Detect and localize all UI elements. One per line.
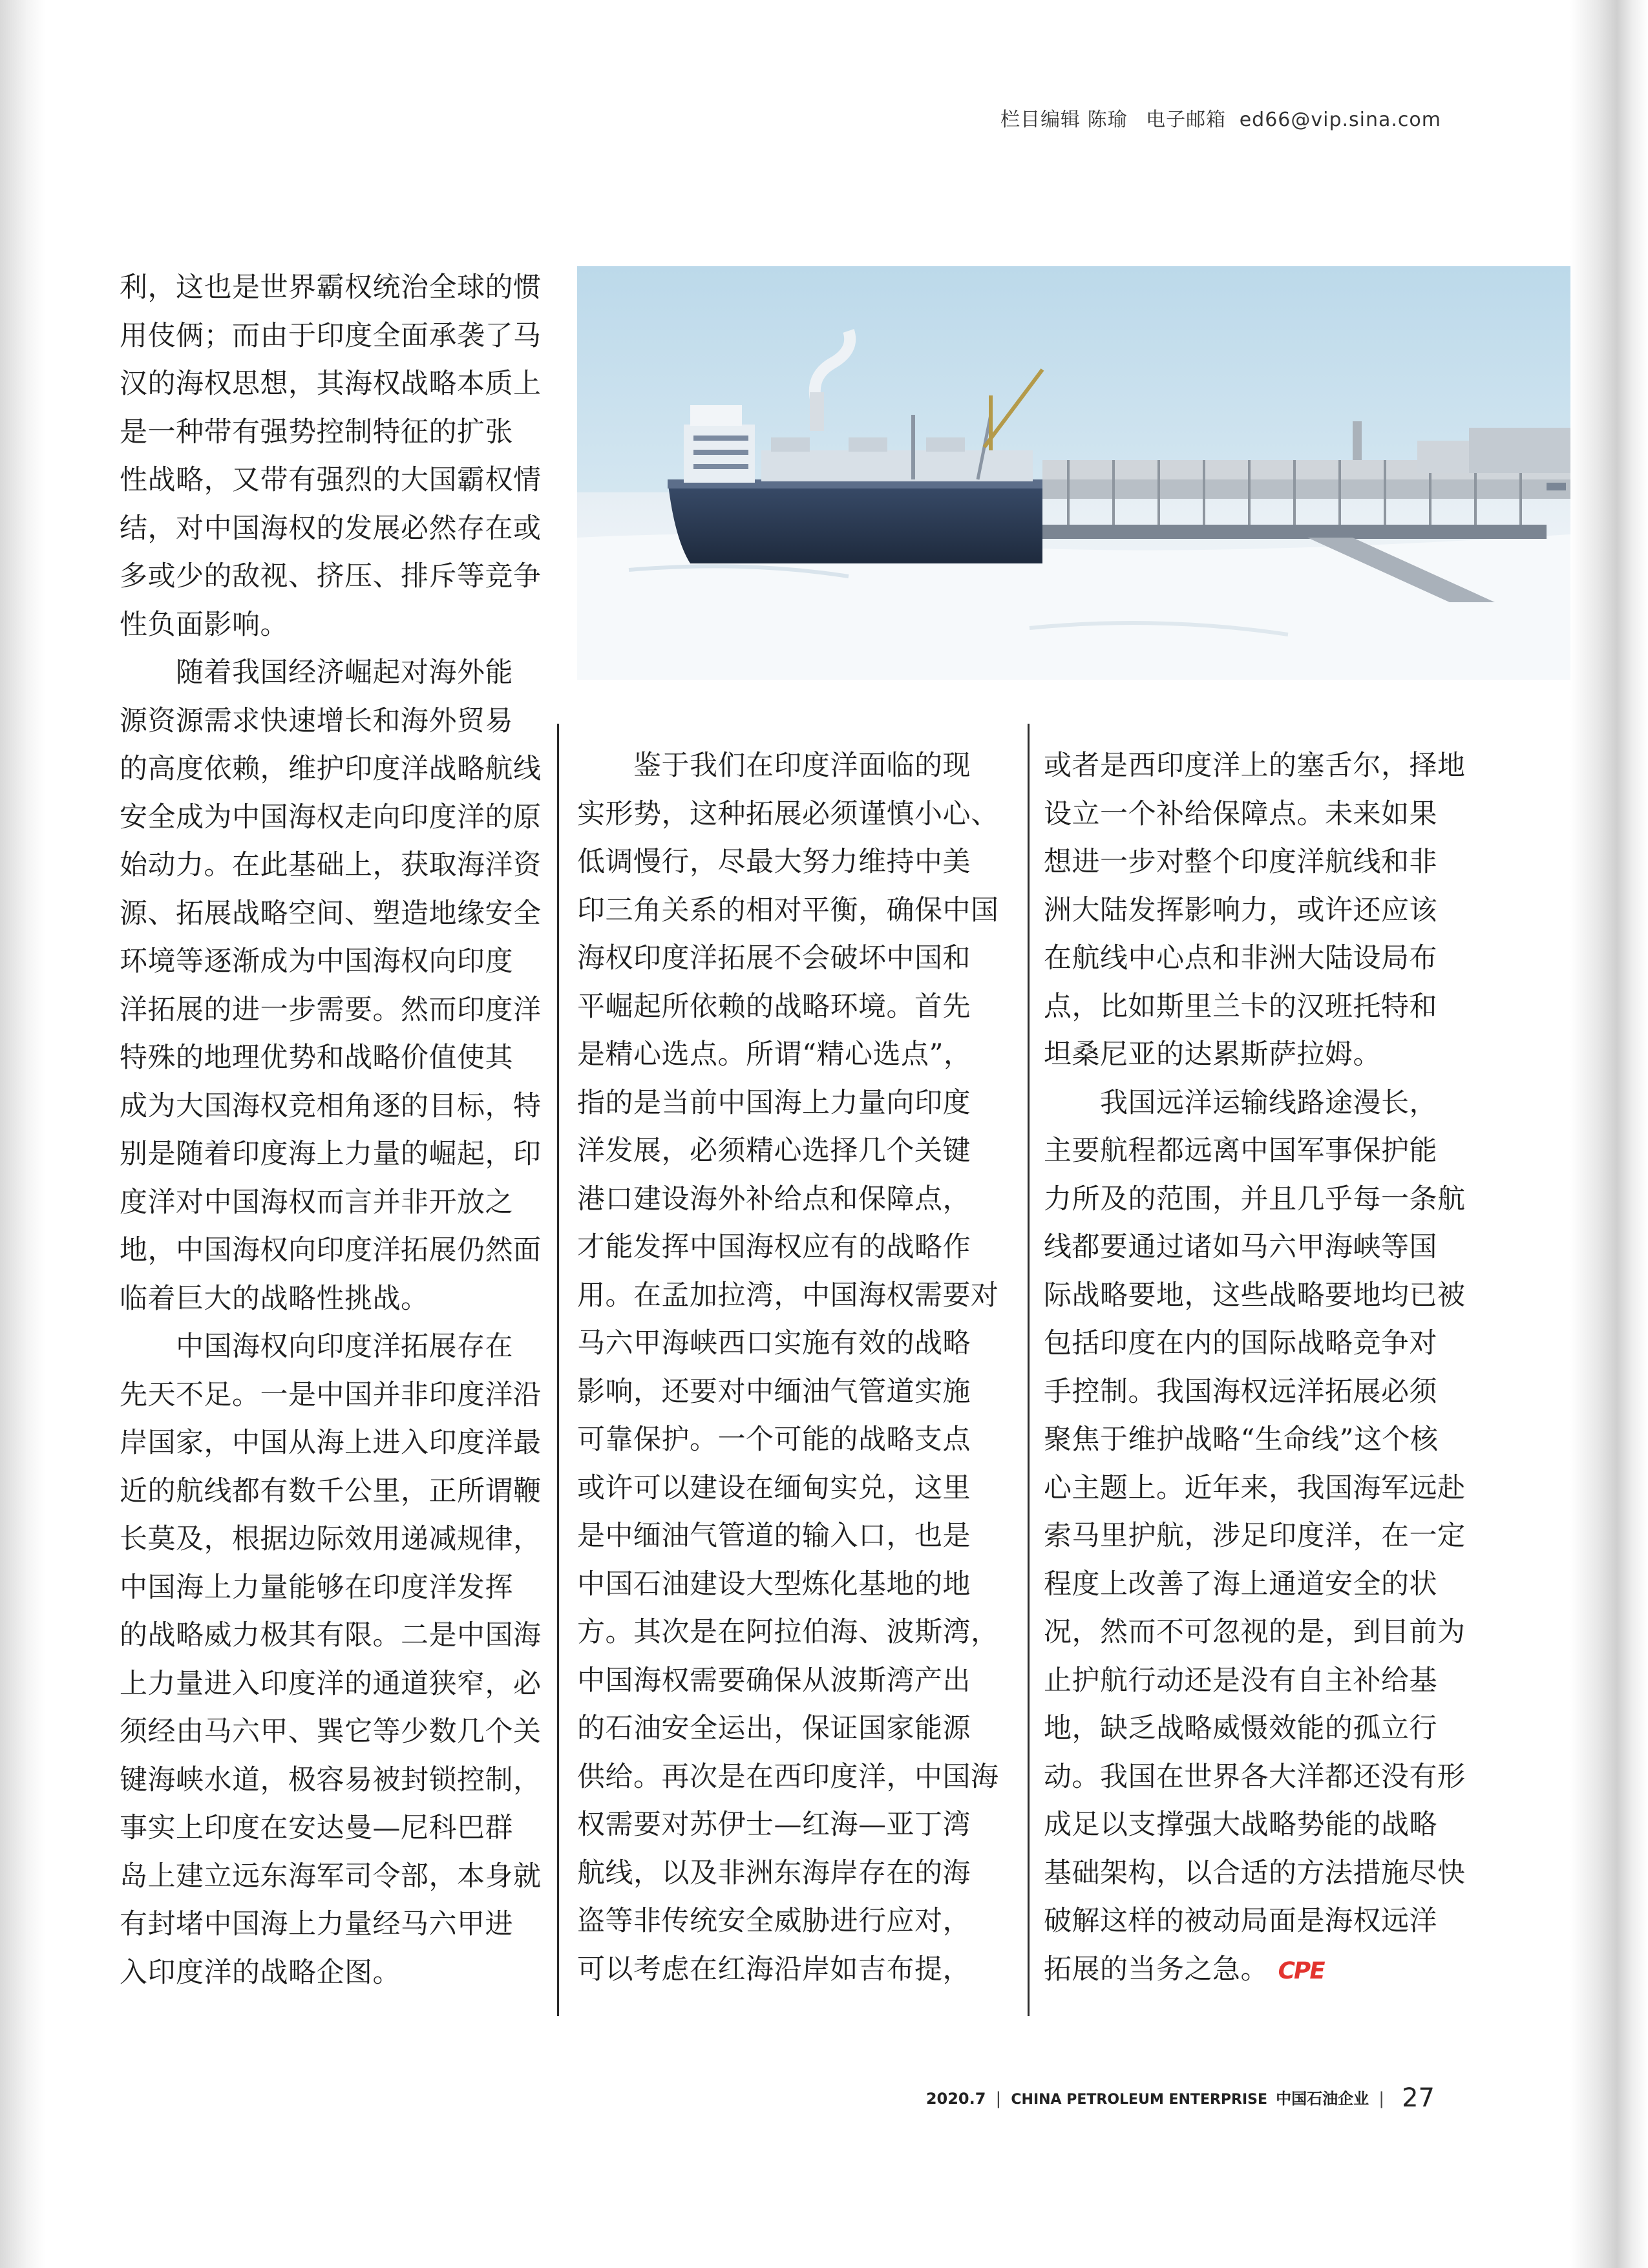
page-footer <box>926 2083 1435 2113</box>
issue-date: 2020.7 <box>925 2090 986 2108</box>
paragraph-line: 性负面影响。 <box>120 608 288 641</box>
paragraph-line: 我国远洋运输线路途漫长， <box>1044 1086 1437 1119</box>
paragraph-line: 上力量进入印度洋的通道狭窄，必 <box>120 1667 542 1700</box>
paragraph-line: 主要航程都远离中国军事保护能 <box>1044 1135 1437 1167</box>
page-header <box>1000 103 1441 132</box>
paragraph-line: 动。我国在世界各大洋都还没有形 <box>1044 1760 1466 1793</box>
paragraph-line: 汉的海权思想，其海权战略本质上 <box>120 368 542 400</box>
paragraph-line: 临着巨大的战略性挑战。 <box>120 1282 429 1315</box>
paragraph-line: 低调慢行，尽最大努力维持中美 <box>577 846 971 878</box>
paragraph-line: 洲大陆发挥影响力，或许还应该 <box>1044 894 1437 927</box>
paragraph-line: 索马里护航，涉足印度洋，在一定 <box>1044 1520 1466 1552</box>
paragraph-line: 坦桑尼亚的达累斯萨拉姆。 <box>1044 1038 1381 1071</box>
paragraph-line: 或者是西印度洋上的塞舌尔，择地 <box>1044 750 1466 782</box>
paragraph-line: 的战略威力极其有限。二是中国海 <box>120 1619 542 1652</box>
paragraph-line: 有封堵中国海上力量经马六甲进 <box>120 1908 513 1940</box>
paragraph-line: 中国石油建设大型炼化基地的地 <box>577 1568 971 1601</box>
paragraph-line <box>1044 1946 1470 1996</box>
paragraph-line: 平崛起所依赖的战略环境。首先 <box>577 990 971 1023</box>
lng-ship-photo-illustration <box>577 266 1570 680</box>
paragraph-line: 设立一个补给保障点。未来如果 <box>1044 797 1437 830</box>
paragraph-line: 的石油安全运出，保证国家能源 <box>577 1712 971 1745</box>
paragraph-line: 安全成为中国海权走向印度洋的原 <box>120 801 542 834</box>
paragraph-line: 多或少的敌视、挤压、排斥等竞争 <box>120 560 542 593</box>
paragraph-line: 止护航行动还是没有自主补给基 <box>1044 1664 1437 1697</box>
paragraph-line: 才能发挥中国海权应有的战略作 <box>577 1231 971 1263</box>
paragraph-line: 岸国家，中国从海上进入印度洋最 <box>120 1427 542 1459</box>
paragraph-line: 航线，以及非洲东海岸存在的海 <box>577 1856 971 1889</box>
page-edge-shadow-right <box>1570 0 1648 2268</box>
paragraph-line: 的高度依赖，维护印度洋战略航线 <box>120 753 542 785</box>
paragraph-line: 聚焦于维护战略“生命线”这个核 <box>1044 1423 1439 1456</box>
paragraph-line: 权需要对苏伊士—红海—亚丁湾 <box>577 1809 971 1841</box>
paragraph-line: 洋拓展的进一步需要。然而印度洋 <box>120 993 542 1026</box>
email-label: 电子邮箱 <box>1146 109 1227 131</box>
column-divider <box>1028 724 1030 2016</box>
paragraph-line: 想进一步对整个印度洋航线和非 <box>1044 846 1437 878</box>
paragraph-line: 基础架构，以合适的方法措施尽快 <box>1044 1856 1466 1889</box>
paragraph-line: 实形势，这种拓展必须谨慎小心、 <box>577 797 999 830</box>
paragraph-line: 源、拓展战略空间、塑造地缘安全 <box>120 897 542 930</box>
paragraph-line: 心主题上。近年来，我国海军远赴 <box>1044 1471 1466 1504</box>
paragraph-line: 马六甲海峡西口实施有效的战略 <box>577 1327 971 1360</box>
page-number: 27 <box>1402 2083 1435 2113</box>
paragraph-line: 可靠保护。一个可能的战略支点 <box>577 1423 971 1456</box>
paragraph-line: 供给。再次是在西印度洋，中国海 <box>577 1760 999 1793</box>
paragraph-line: 成足以支撑强大战略势能的战略 <box>1044 1809 1437 1841</box>
paragraph-line: 包括印度在内的国际战略竞争对 <box>1044 1327 1437 1360</box>
footer-separator: | <box>995 2089 1002 2108</box>
paragraph-line: 岛上建立远东海军司令部，本身就 <box>120 1860 542 1893</box>
paragraph-line: 点，比如斯里兰卡的汉班托特和 <box>1044 990 1437 1023</box>
paragraph-line: 盗等非传统安全威胁进行应对， <box>577 1905 971 1937</box>
paragraph-line: 力所及的范围，并且几乎每一条航 <box>1044 1182 1466 1215</box>
email-address: ed66@vip.sina.com <box>1239 109 1441 131</box>
paragraph-line: 地，中国海权向印度洋拓展仍然面 <box>120 1234 542 1266</box>
paragraph-line: 性战略，又带有强烈的大国霸权情 <box>120 464 542 496</box>
paragraph-line: 鉴于我们在印度洋面临的现 <box>577 750 971 782</box>
paragraph-line: 用。在孟加拉湾，中国海权需要对 <box>577 1279 999 1312</box>
footer-separator: | <box>1379 2089 1384 2108</box>
paragraph-line: 洋发展，必须精心选择几个关键 <box>577 1135 971 1167</box>
paragraph-line: 或许可以建设在缅甸实兑，这里 <box>577 1471 971 1504</box>
paragraph-line: 别是随着印度海上力量的崛起，印 <box>120 1138 542 1170</box>
paragraph-line: 破解这样的被动局面是海权远洋 <box>1044 1905 1437 1937</box>
editor-credit: 栏目编辑 陈瑜 <box>1000 109 1128 131</box>
column-divider <box>557 724 559 2016</box>
paragraph-line-text: 拓展的当务之急。 <box>1044 1953 1269 1986</box>
paragraph-line: 方。其次是在阿拉伯海、波斯湾， <box>577 1616 999 1648</box>
paragraph-line: 是一种带有强势控制特征的扩张 <box>120 415 513 448</box>
paragraph-line: 特殊的地理优势和战略价值使其 <box>120 1042 513 1074</box>
paragraph-line: 可以考虑在红海沿岸如吉布提， <box>577 1953 971 1986</box>
paragraph-line: 键海峡水道，极容易被封锁控制， <box>120 1763 542 1796</box>
paragraph-line: 程度上改善了海上通道安全的状 <box>1044 1568 1437 1601</box>
paragraph-line: 环境等逐渐成为中国海权向印度 <box>120 945 513 978</box>
paragraph-line: 源资源需求快速增长和海外贸易 <box>120 704 513 737</box>
paragraph-line: 是精心选点。所谓“精心选点”， <box>577 1038 972 1071</box>
paragraph-line: 海权印度洋拓展不会破坏中国和 <box>577 942 971 974</box>
lng-ship-photo <box>577 266 1570 680</box>
paragraph-line: 事实上印度在安达曼—尼科巴群 <box>120 1812 513 1844</box>
text-column-1 <box>120 264 559 1997</box>
paragraph-line: 印三角关系的相对平衡，确保中国 <box>577 894 999 927</box>
paragraph-line: 线都要通过诸如马六甲海峡等国 <box>1044 1231 1437 1263</box>
paragraph-line: 际战略要地，这些战略要地均已被 <box>1044 1279 1466 1312</box>
paragraph-line: 中国海权需要确保从波斯湾产出 <box>577 1664 971 1697</box>
paragraph-line: 始动力。在此基础上，获取海洋资 <box>120 849 542 881</box>
paragraph-line: 成为大国海权竞相角逐的目标，特 <box>120 1089 542 1122</box>
paragraph-line: 港口建设海外补给点和保障点， <box>577 1182 971 1215</box>
paragraph-line: 结，对中国海权的发展必然存在或 <box>120 512 542 545</box>
paragraph-line: 影响，还要对中缅油气管道实施 <box>577 1375 971 1408</box>
cpe-end-logo: CPE <box>1275 1957 1327 1984</box>
paragraph-line: 地，缺乏战略威慑效能的孤立行 <box>1044 1712 1437 1745</box>
paragraph-line: 利，这也是世界霸权统治全球的惯 <box>120 271 542 304</box>
paragraph-line: 度洋对中国海权而言并非开放之 <box>120 1186 513 1219</box>
paragraph-line: 入印度洋的战略企图。 <box>120 1956 401 1989</box>
text-column-2 <box>577 742 1004 1993</box>
paragraph-line: 中国海权向印度洋拓展存在 <box>120 1330 513 1363</box>
paragraph-line: 手控制。我国海权远洋拓展必须 <box>1044 1375 1437 1408</box>
publication-name-en: CHINA PETROLEUM ENTERPRISE <box>1011 2092 1268 2108</box>
paragraph-line: 是中缅油气管道的输入口，也是 <box>577 1520 971 1552</box>
paragraph-line: 况，然而不可忽视的是，到目前为 <box>1044 1616 1466 1648</box>
paragraph-line: 用伎俩；而由于印度全面承袭了马 <box>120 319 542 352</box>
paragraph-line: 在航线中心点和非洲大陆设局布 <box>1044 942 1437 974</box>
paragraph-line: 指的是当前中国海上力量向印度 <box>577 1086 971 1119</box>
page-edge-shadow-left <box>0 0 45 2268</box>
publication-name-cn: 中国石油企业 <box>1276 2089 1369 2108</box>
paragraph-line: 须经由马六甲、巽它等少数几个关 <box>120 1716 542 1748</box>
paragraph-line: 先天不足。一是中国并非印度洋沿 <box>120 1378 542 1411</box>
paragraph-line: 中国海上力量能够在印度洋发挥 <box>120 1571 513 1604</box>
paragraph-line: 长莫及，根据边际效用递减规律， <box>120 1523 542 1555</box>
text-column-3 <box>1044 742 1470 1995</box>
paragraph-line: 近的航线都有数千公里，正所谓鞭 <box>120 1475 542 1507</box>
paragraph-line: 随着我国经济崛起对海外能 <box>120 656 513 689</box>
